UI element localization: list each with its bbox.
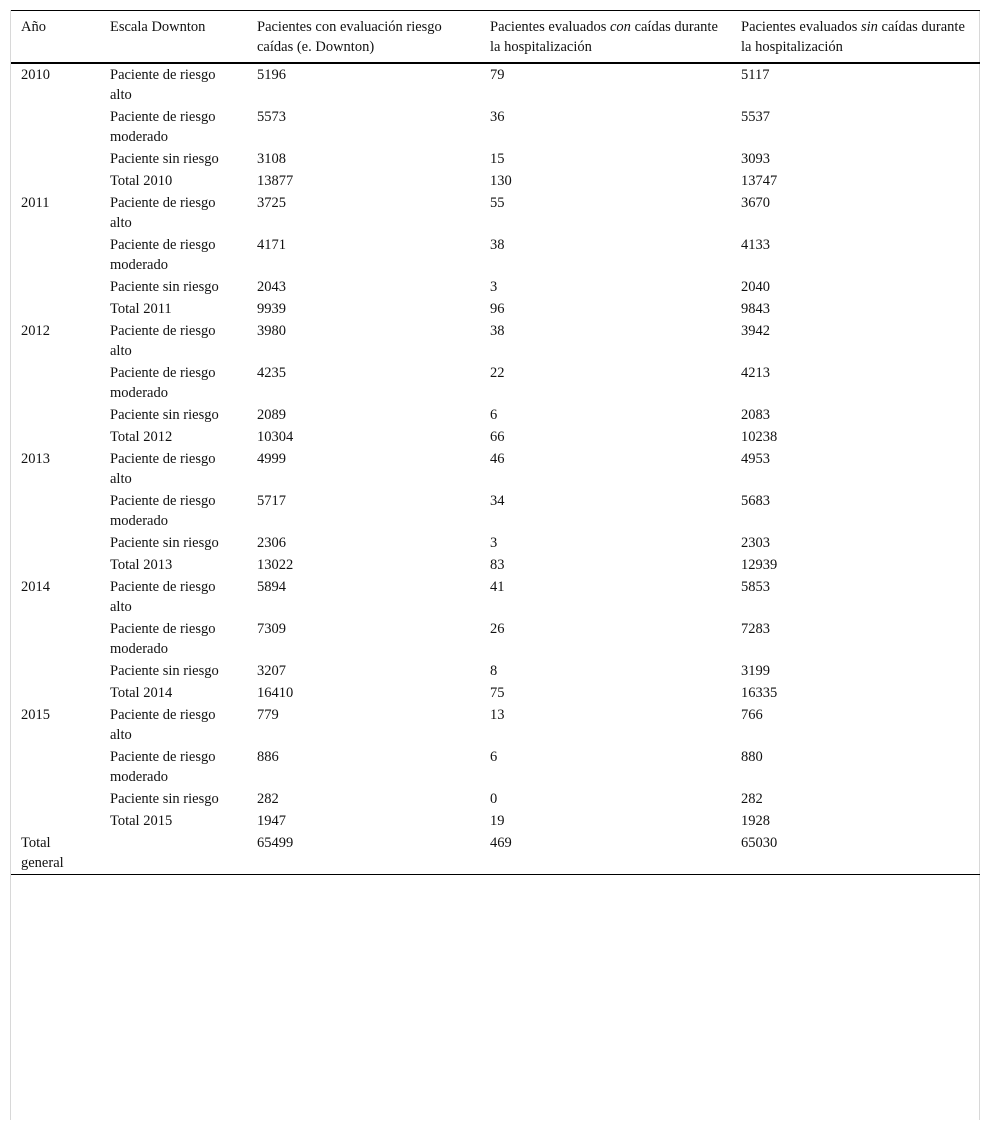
cell-scale: Paciente sin riesgo [110, 407, 219, 423]
cell-with-falls: 19 [490, 813, 505, 829]
cell-without-falls: 7283 [741, 621, 770, 637]
cell-scale: Paciente de riesgo moderado [110, 237, 216, 273]
cell-evaluated: 3980 [257, 323, 286, 339]
cell-evaluated: 282 [257, 791, 279, 807]
cell-year [11, 362, 100, 404]
cell-evaluated: 779 [257, 707, 279, 723]
table-row [11, 788, 980, 810]
cell-scale: Total 2010 [110, 173, 173, 189]
cell-scale: Paciente sin riesgo [110, 151, 219, 167]
cell-without-falls: 4213 [741, 365, 770, 381]
cell-year [11, 746, 100, 788]
cell-evaluated: 5894 [257, 579, 286, 595]
cell-year [11, 682, 100, 704]
cell-without-falls: 12939 [741, 557, 778, 573]
cell-evaluated: 3108 [257, 151, 286, 167]
cell-without-falls: 2040 [741, 279, 770, 295]
cell-with-falls: 13 [490, 707, 505, 723]
header-scale: Escala Downton [110, 19, 206, 35]
table-row [11, 660, 980, 682]
cell-year [11, 532, 100, 554]
cell-without-falls: 13747 [741, 173, 778, 189]
cell-without-falls: 4133 [741, 237, 770, 253]
cell-year: 2014 [21, 579, 50, 595]
cell-scale: Paciente de riesgo alto [110, 67, 216, 103]
cell-scale: Paciente de riesgo moderado [110, 749, 216, 785]
header-without-falls-prefix: Pacientes evaluados [741, 19, 861, 35]
cell-without-falls: 3942 [741, 323, 770, 339]
cell-year: Total general [21, 835, 64, 871]
cell-without-falls: 10238 [741, 429, 778, 445]
cell-without-falls: 766 [741, 707, 763, 723]
cell-with-falls: 34 [490, 493, 505, 509]
cell-scale: Paciente sin riesgo [110, 279, 219, 295]
header-with-falls [480, 11, 731, 64]
cell-without-falls: 65030 [741, 835, 778, 851]
cell-year [11, 426, 100, 448]
cell-with-falls: 8 [490, 663, 498, 679]
cell-year [11, 276, 100, 298]
cell-evaluated: 2306 [257, 535, 286, 551]
cell-scale [100, 832, 247, 875]
header-evaluated: Pacientes con evaluación riesgo caídas (e. Downton) [257, 19, 442, 55]
cell-year [11, 298, 100, 320]
cell-without-falls: 9843 [741, 301, 770, 317]
cell-evaluated: 16410 [257, 685, 294, 701]
cell-evaluated: 3207 [257, 663, 286, 679]
cell-year [11, 660, 100, 682]
cell-with-falls: 38 [490, 323, 505, 339]
header-without-falls-em: sin [861, 19, 878, 35]
cell-year: 2011 [21, 195, 50, 211]
header-row [11, 11, 980, 64]
cell-with-falls: 55 [490, 195, 505, 211]
cell-without-falls: 3093 [741, 151, 770, 167]
cell-with-falls: 6 [490, 749, 498, 765]
cell-scale: Paciente de riesgo alto [110, 323, 216, 359]
table-row [11, 554, 980, 576]
header-with-falls-suffix: caídas durante la hospitalización [490, 19, 718, 55]
cell-without-falls: 5117 [741, 67, 770, 83]
cell-scale: Paciente de riesgo alto [110, 195, 216, 231]
cell-with-falls: 469 [490, 835, 512, 851]
cell-scale: Paciente de riesgo moderado [110, 493, 216, 529]
header-without-falls [731, 11, 980, 64]
cell-with-falls: 46 [490, 451, 505, 467]
cell-scale: Paciente sin riesgo [110, 791, 219, 807]
cell-scale: Paciente de riesgo moderado [110, 109, 216, 145]
cell-scale: Total 2011 [110, 301, 172, 317]
cell-year [11, 170, 100, 192]
cell-with-falls: 3 [490, 279, 498, 295]
cell-with-falls: 66 [490, 429, 505, 445]
cell-without-falls: 3199 [741, 663, 770, 679]
cell-scale: Paciente de riesgo moderado [110, 621, 216, 657]
cell-scale: Total 2012 [110, 429, 173, 445]
cell-without-falls: 4953 [741, 451, 770, 467]
cell-scale: Paciente de riesgo alto [110, 579, 216, 615]
table-row [11, 362, 980, 404]
table-row [11, 810, 980, 832]
table-row [11, 298, 980, 320]
cell-scale: Paciente de riesgo alto [110, 451, 216, 487]
cell-with-falls: 75 [490, 685, 505, 701]
table-body [11, 63, 980, 875]
cell-evaluated: 7309 [257, 621, 286, 637]
cell-evaluated: 5717 [257, 493, 286, 509]
cell-without-falls: 5537 [741, 109, 770, 125]
cell-evaluated: 2043 [257, 279, 286, 295]
cell-without-falls: 5853 [741, 579, 770, 595]
table-row [11, 148, 980, 170]
cell-evaluated: 13022 [257, 557, 294, 573]
table-row [11, 170, 980, 192]
cell-without-falls: 5683 [741, 493, 770, 509]
cell-with-falls: 38 [490, 237, 505, 253]
cell-year [11, 618, 100, 660]
table-row [11, 682, 980, 704]
cell-with-falls: 79 [490, 67, 505, 83]
cell-year [11, 234, 100, 276]
table-header [11, 11, 980, 64]
cell-year [11, 490, 100, 532]
cell-without-falls: 3670 [741, 195, 770, 211]
table-row [11, 704, 980, 746]
cell-evaluated: 13877 [257, 173, 294, 189]
cell-scale: Total 2013 [110, 557, 173, 573]
table-row [11, 234, 980, 276]
cell-year [11, 788, 100, 810]
cell-year [11, 148, 100, 170]
header-year: Año [21, 19, 46, 35]
cell-evaluated: 3725 [257, 195, 286, 211]
header-with-falls-prefix: Pacientes evaluados [490, 19, 610, 35]
cell-evaluated: 10304 [257, 429, 294, 445]
cell-scale: Paciente sin riesgo [110, 535, 219, 551]
table-row [11, 426, 980, 448]
cell-scale: Total 2015 [110, 813, 173, 829]
table-row [11, 192, 980, 234]
table-row [11, 106, 980, 148]
cell-with-falls: 36 [490, 109, 505, 125]
header-with-falls-em: con [610, 19, 631, 35]
table-row [11, 404, 980, 426]
cell-evaluated: 4171 [257, 237, 286, 253]
cell-year [11, 810, 100, 832]
cell-year: 2013 [21, 451, 50, 467]
table-row [11, 576, 980, 618]
cell-scale: Paciente de riesgo alto [110, 707, 216, 743]
cell-scale: Total 2014 [110, 685, 173, 701]
cell-year: 2015 [21, 707, 50, 723]
cell-year: 2010 [21, 67, 50, 83]
cell-evaluated: 5573 [257, 109, 286, 125]
table-row [11, 618, 980, 660]
table-row [11, 63, 980, 106]
cell-without-falls: 2083 [741, 407, 770, 423]
cell-without-falls: 880 [741, 749, 763, 765]
cell-without-falls: 16335 [741, 685, 778, 701]
cell-evaluated: 65499 [257, 835, 294, 851]
cell-evaluated: 1947 [257, 813, 286, 829]
downton-falls-table [11, 10, 980, 875]
cell-without-falls: 2303 [741, 535, 770, 551]
cell-evaluated: 9939 [257, 301, 286, 317]
cell-evaluated: 4999 [257, 451, 286, 467]
cell-scale: Paciente de riesgo moderado [110, 365, 216, 401]
cell-evaluated: 2089 [257, 407, 286, 423]
cell-without-falls: 1928 [741, 813, 770, 829]
cell-evaluated: 886 [257, 749, 279, 765]
cell-with-falls: 41 [490, 579, 505, 595]
cell-with-falls: 22 [490, 365, 505, 381]
table-row [11, 490, 980, 532]
cell-year [11, 554, 100, 576]
cell-year [11, 404, 100, 426]
cell-scale: Paciente sin riesgo [110, 663, 219, 679]
table-row [11, 276, 980, 298]
table-row [11, 832, 980, 875]
cell-with-falls: 0 [490, 791, 498, 807]
cell-year [11, 106, 100, 148]
cell-with-falls: 15 [490, 151, 505, 167]
cell-with-falls: 130 [490, 173, 512, 189]
cell-evaluated: 5196 [257, 67, 286, 83]
cell-year: 2012 [21, 323, 50, 339]
table-row [11, 532, 980, 554]
table-row [11, 746, 980, 788]
table-row [11, 320, 980, 362]
cell-evaluated: 4235 [257, 365, 286, 381]
cell-with-falls: 83 [490, 557, 505, 573]
header-without-falls-suffix: caídas durante la hospitalización [741, 19, 965, 55]
cell-with-falls: 3 [490, 535, 498, 551]
table-row [11, 448, 980, 490]
cell-with-falls: 6 [490, 407, 498, 423]
cell-without-falls: 282 [741, 791, 763, 807]
cell-with-falls: 96 [490, 301, 505, 317]
cell-with-falls: 26 [490, 621, 505, 637]
